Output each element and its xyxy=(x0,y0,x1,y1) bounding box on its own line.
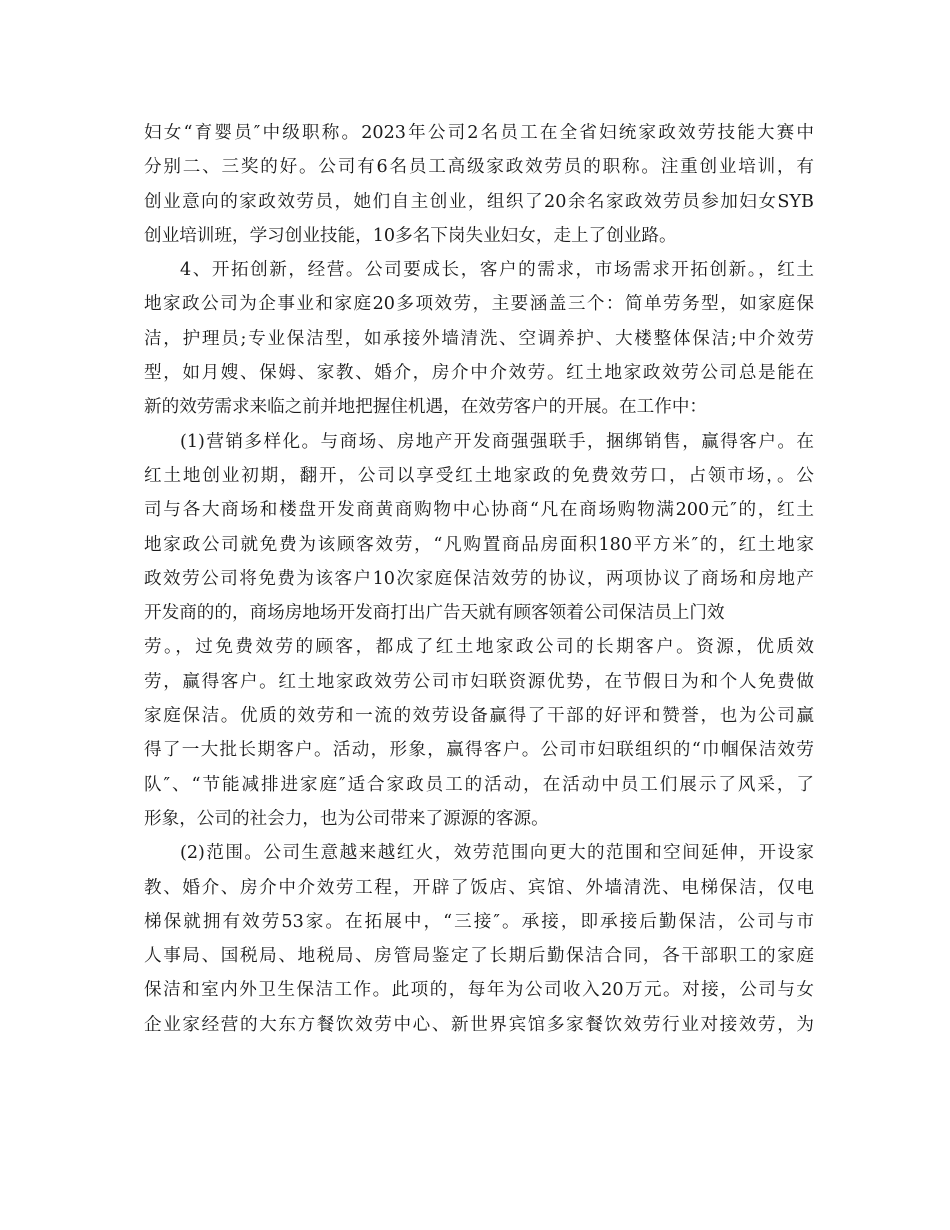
text-line: 分别二、三奖的好。公司有6名员工高级家政效劳员的职称。注重创业培训，有 xyxy=(144,157,814,178)
text-line: 人事局、国税局、地税局、房管局鉴定了长期后勤保洁合同，各干部职工的家庭 xyxy=(144,946,814,967)
text-line: 教、婚介、房介中介效劳工程，开辟了饭店、宾馆、外墙清洗、电梯保洁，仅电 xyxy=(144,877,814,898)
text-line: 红土地创业初期，翻开，公司以享受红土地家政的免费效劳口，占领市场，。公 xyxy=(144,465,814,486)
text-line: 开发商的的，商场房地场开发商打出广告天就有顾客领着公司保洁员上门效 xyxy=(144,603,725,624)
text-line: (1)营销多样化。与商场、房地产开发商强强联手，捆绑销售，赢得客户。在 xyxy=(180,431,814,452)
document-body xyxy=(144,116,814,1042)
text-line: 梯保就拥有效劳53家。在拓展中，“三接″。承接，即承接后勤保洁，公司与市 xyxy=(144,911,814,932)
text-line: 妇女“育婴员″中级职称。2023年公司2名员工在全省妇统家政效劳技能大赛中 xyxy=(144,123,814,143)
text-line: 新的效劳需求来临之前并地把握住机遇，在效劳客户的开展。在工作中： xyxy=(144,397,708,418)
text-line: 劳。，过免费效劳的顾客，都成了红土地家政公司的长期客户。资源，优质效 xyxy=(144,637,814,658)
text-line: 形象，公司的社会力，也为公司带来了源源的客源。 xyxy=(144,808,549,829)
text-line: (2)范围。公司生意越来越红火，效劳范围向更大的范围和空间延伸，开设家 xyxy=(180,843,814,864)
text-line: 司与各大商场和楼盘开发商黄商购物中心协商“凡在商场购物满200元″的，红土 xyxy=(144,500,814,521)
text-line: 家庭保洁。优质的效劳和一流的效劳设备赢得了干部的好评和赞誉，也为公司赢 xyxy=(144,706,814,727)
text-line: 队″、“节能减排进家庭″适合家政员工的活动，在活动中员工们展示了风采，了 xyxy=(144,774,814,795)
text-line: 劳，赢得客户。红土地家政效劳公司市妇联资源优势，在节假日为和个人免费做 xyxy=(144,671,814,692)
text-line: 4、开拓创新，经营。公司要成长，客户的需求，市场需求开拓创新。，红土 xyxy=(180,260,814,281)
text-line: 得了一大批长期客户。活动，形象，赢得客户。公司市妇联组织的“巾帼保洁效劳 xyxy=(144,740,814,761)
text-line: 洁，护理员;专业保洁型，如承接外墙清洗、空调养护、大楼整体保洁;中介效劳 xyxy=(144,328,814,349)
text-line: 企业家经营的大东方餐饮效劳中心、新世界宾馆多家餐饮效劳行业对接效劳，为 xyxy=(144,1014,814,1035)
text-line: 型，如月嫂、保姆、家教、婚介，房介中介效劳。红土地家政效劳公司总是能在 xyxy=(144,363,814,384)
text-line: 保洁和室内外卫生保洁工作。此项的，每年为公司收入20万元。对接，公司与女 xyxy=(144,980,814,1001)
text-line: 地家政公司为企事业和家庭20多项效劳，主要涵盖三个：简单劳务型，如家庭保 xyxy=(144,294,814,315)
text-line: 政效劳公司将免费为该客户10次家庭保洁效劳的协议，两项协议了商场和房地产 xyxy=(144,568,814,589)
text-line: 地家政公司就免费为该顾客效劳，“凡购置商品房面积180平方米″的，红土地家 xyxy=(144,534,814,555)
text-line: 创业意向的家政效劳员，她们自主创业，组织了20余名家政效劳员参加妇女SYB xyxy=(144,191,814,212)
text-line: 创业培训班，学习创业技能，10多名下岗失业妇女，走上了创业路。 xyxy=(144,225,677,246)
